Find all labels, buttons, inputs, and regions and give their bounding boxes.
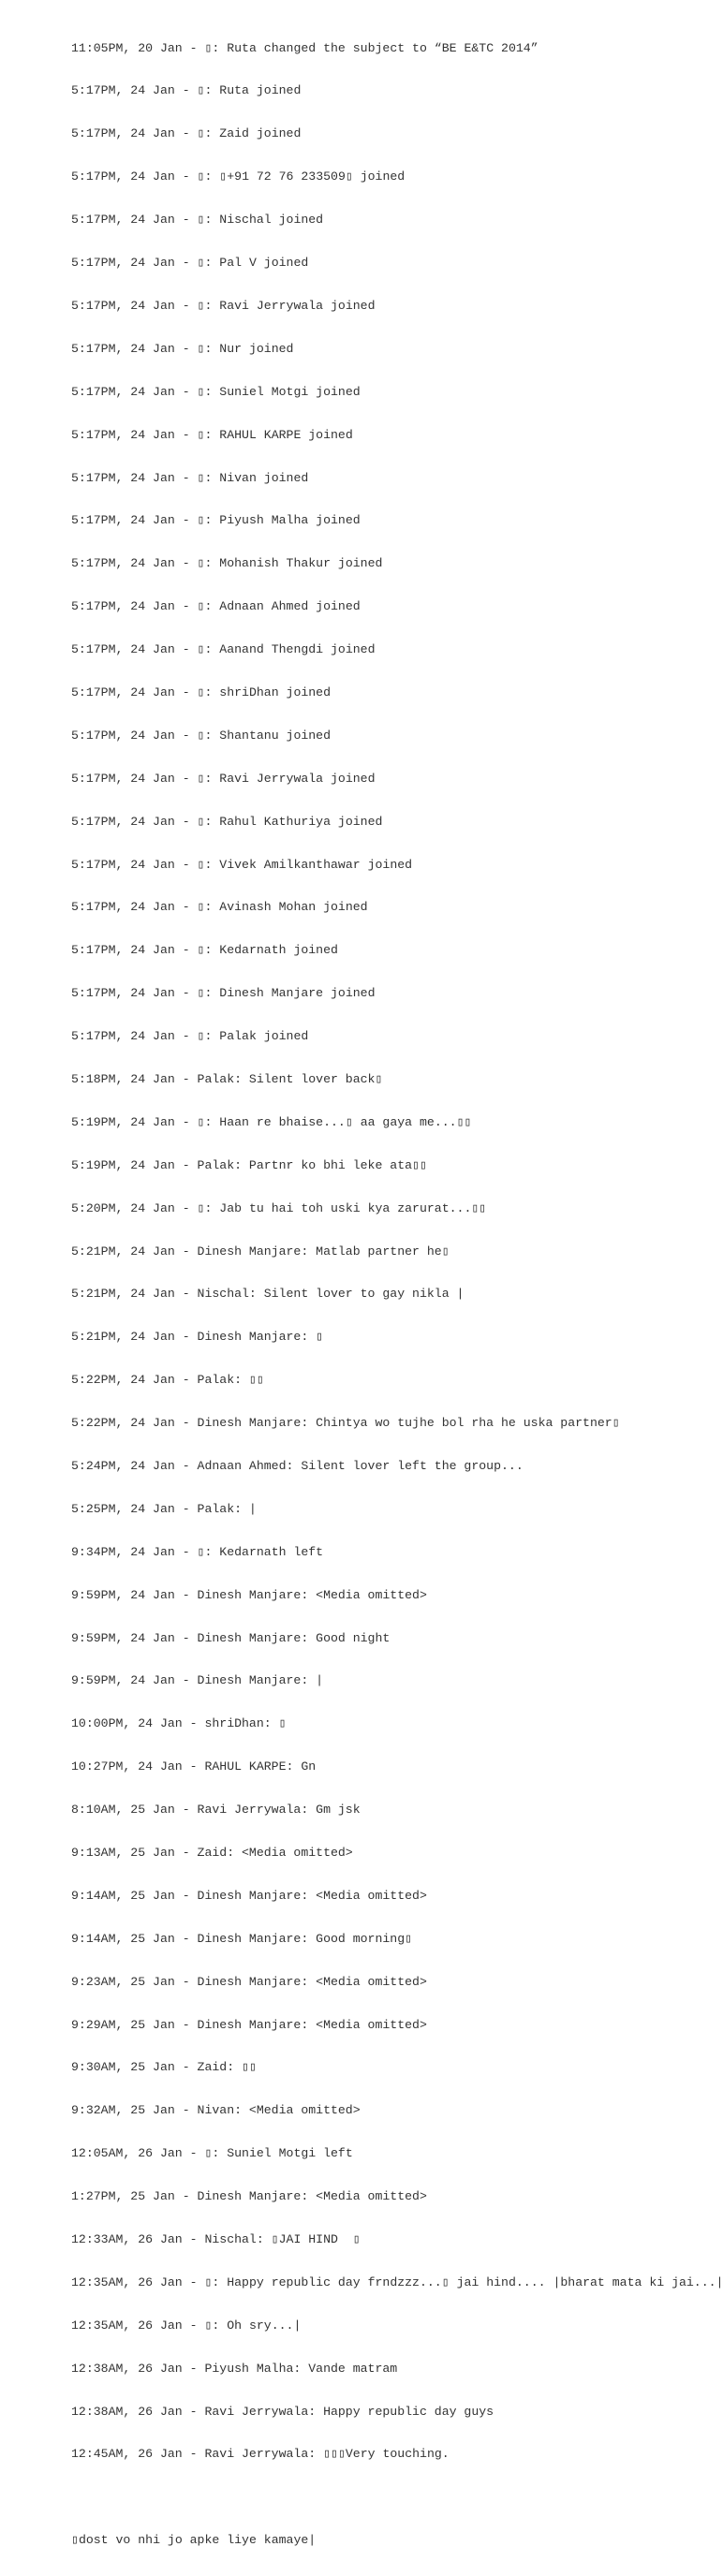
chat-line: 9:59PM, 24 Jan - Dinesh Manjare: <Media omitted>	[71, 1587, 427, 1602]
chat-line: 9:32AM, 25 Jan - Nivan: <Media omitted>	[71, 2103, 361, 2118]
chat-line: 12:38AM, 26 Jan - Piyush Malha: Vande matram	[71, 2361, 398, 2376]
chat-line: 10:00PM, 24 Jan - shriDhan: ▯	[71, 1716, 287, 1731]
chat-line: 5:24PM, 24 Jan - Adnaan Ahmed: Silent lover left the group...	[71, 1458, 524, 1473]
chat-line: 5:17PM, 24 Jan - ▯: Zaid joined	[71, 126, 302, 141]
chat-line: 5:21PM, 24 Jan - Nischal: Silent lover to gay nikla |	[71, 1287, 465, 1302]
chat-line: 5:21PM, 24 Jan - Dinesh Manjare: Matlab partner he▯	[71, 1244, 450, 1259]
chat-line: 5:17PM, 24 Jan - ▯: Ruta joined	[71, 83, 302, 98]
chat-line: 9:59PM, 24 Jan - Dinesh Manjare: |	[71, 1673, 324, 1688]
chat-line: 5:17PM, 24 Jan - ▯: Aanand Thengdi joined	[71, 642, 376, 657]
chat-line: 5:17PM, 24 Jan - ▯: Shantanu joined	[71, 728, 332, 743]
chat-line: 1:27PM, 25 Jan - Dinesh Manjare: <Media omitted>	[71, 2189, 427, 2204]
chat-line: 5:17PM, 24 Jan - ▯: Dinesh Manjare joined	[71, 986, 376, 1001]
chat-line: 5:17PM, 24 Jan - ▯: Pal V joined	[71, 256, 309, 271]
chat-line: 12:33AM, 26 Jan - Nischal: ▯JAI HIND ▯	[71, 2232, 361, 2247]
chat-line: 5:19PM, 24 Jan - ▯: Haan re bhaise...▯ aa gaya me...▯▯	[71, 1114, 472, 1129]
chat-line: 12:38AM, 26 Jan - Ravi Jerrywala: Happy republic day guys	[71, 2404, 494, 2419]
chat-line: 12:05AM, 26 Jan - ▯: Suniel Motgi left	[71, 2146, 353, 2161]
chat-line: 5:17PM, 24 Jan - ▯: Ravi Jerrywala joined	[71, 298, 376, 313]
chat-line: 5:17PM, 24 Jan - ▯: Rahul Kathuriya joined	[71, 814, 383, 829]
chat-line: 5:17PM, 24 Jan - ▯: Nischal joined	[71, 213, 324, 228]
chat-line: 9:13AM, 25 Jan - Zaid: <Media omitted>	[71, 1846, 353, 1860]
chat-line: 5:17PM, 24 Jan - ▯: Avinash Mohan joined	[71, 900, 368, 915]
chat-line: 9:30AM, 25 Jan - Zaid: ▯▯	[71, 2060, 257, 2075]
chat-line: 5:17PM, 24 Jan - ▯: Nur joined	[71, 341, 294, 356]
chat-line: 9:34PM, 24 Jan - ▯: Kedarnath left	[71, 1544, 324, 1559]
chat-line: 5:17PM, 24 Jan - ▯: Adnaan Ahmed joined	[71, 599, 361, 614]
chat-line: 5:17PM, 24 Jan - ▯: Palak joined	[71, 1029, 309, 1044]
chat-line: 5:17PM, 24 Jan - ▯: Nivan joined	[71, 470, 309, 485]
chat-line: 5:22PM, 24 Jan - Dinesh Manjare: Chintya wo tujhe bol rha he uska partner▯	[71, 1416, 620, 1431]
chat-line: 5:19PM, 24 Jan - Palak: Partnr ko bhi leke ata▯▯	[71, 1157, 427, 1172]
chat-line: 9:23AM, 25 Jan - Dinesh Manjare: <Media omitted>	[71, 1974, 427, 1989]
chat-line: 12:35AM, 26 Jan - ▯: Happy republic day frndzzz...▯ jai hind.... |bharat mata ki jai...|	[71, 2274, 723, 2289]
chat-line: 12:45AM, 26 Jan - Ravi Jerrywala: ▯▯▯Very touching.	[71, 2447, 450, 2462]
chat-line: 12:35AM, 26 Jan - ▯: Oh sry...|	[71, 2318, 302, 2333]
chat-line: 9:14AM, 25 Jan - Dinesh Manjare: <Media omitted>	[71, 1888, 427, 1903]
chat-line: 10:27PM, 24 Jan - RAHUL KARPE: Gn	[71, 1759, 317, 1774]
chat-line: 5:20PM, 24 Jan - ▯: Jab tu hai toh uski kya zarurat...▯▯	[71, 1200, 487, 1215]
chat-trailer-line: ▯dost vo nhi jo apke liye kamaye|	[71, 2533, 317, 2548]
chat-line: 5:17PM, 24 Jan - ▯: Suniel Motgi joined	[71, 384, 361, 399]
chat-line: 5:25PM, 24 Jan - Palak: |	[71, 1501, 257, 1516]
chat-line: 5:17PM, 24 Jan - ▯: Vivek Amilkanthawar joined	[71, 857, 413, 872]
chat-line: 5:17PM, 24 Jan - ▯: Mohanish Thakur joined	[71, 556, 383, 571]
chat-line: 5:17PM, 24 Jan - ▯: Ravi Jerrywala joined	[71, 771, 376, 786]
chat-line: 5:22PM, 24 Jan - Palak: ▯▯	[71, 1373, 264, 1388]
chat-line: 9:29AM, 25 Jan - Dinesh Manjare: <Media omitted>	[71, 2017, 427, 2032]
blank-line	[71, 2490, 708, 2504]
chat-line: 5:17PM, 24 Jan - ▯: ▯+91 72 76 233509▯ joined	[71, 169, 406, 184]
chat-line: 5:21PM, 24 Jan - Dinesh Manjare: ▯	[71, 1330, 324, 1345]
chat-line: 5:17PM, 24 Jan - ▯: Piyush Malha joined	[71, 513, 361, 528]
chat-line: 11:05PM, 20 Jan - ▯: Ruta changed the subject to “BE E&TC 2014”	[71, 40, 539, 55]
chat-log	[71, 12, 723, 2576]
chat-line: 8:10AM, 25 Jan - Ravi Jerrywala: Gm jsk	[71, 1803, 361, 1818]
chat-line: 9:14AM, 25 Jan - Dinesh Manjare: Good morning▯	[71, 1931, 413, 1946]
chat-line: 5:17PM, 24 Jan - ▯: Kedarnath joined	[71, 943, 338, 958]
chat-line: 5:17PM, 24 Jan - ▯: shriDhan joined	[71, 684, 332, 699]
chat-line: 5:18PM, 24 Jan - Palak: Silent lover back▯	[71, 1071, 383, 1086]
chat-line: 9:59PM, 24 Jan - Dinesh Manjare: Good night	[71, 1630, 391, 1645]
chat-line: 5:17PM, 24 Jan - ▯: RAHUL KARPE joined	[71, 427, 353, 442]
